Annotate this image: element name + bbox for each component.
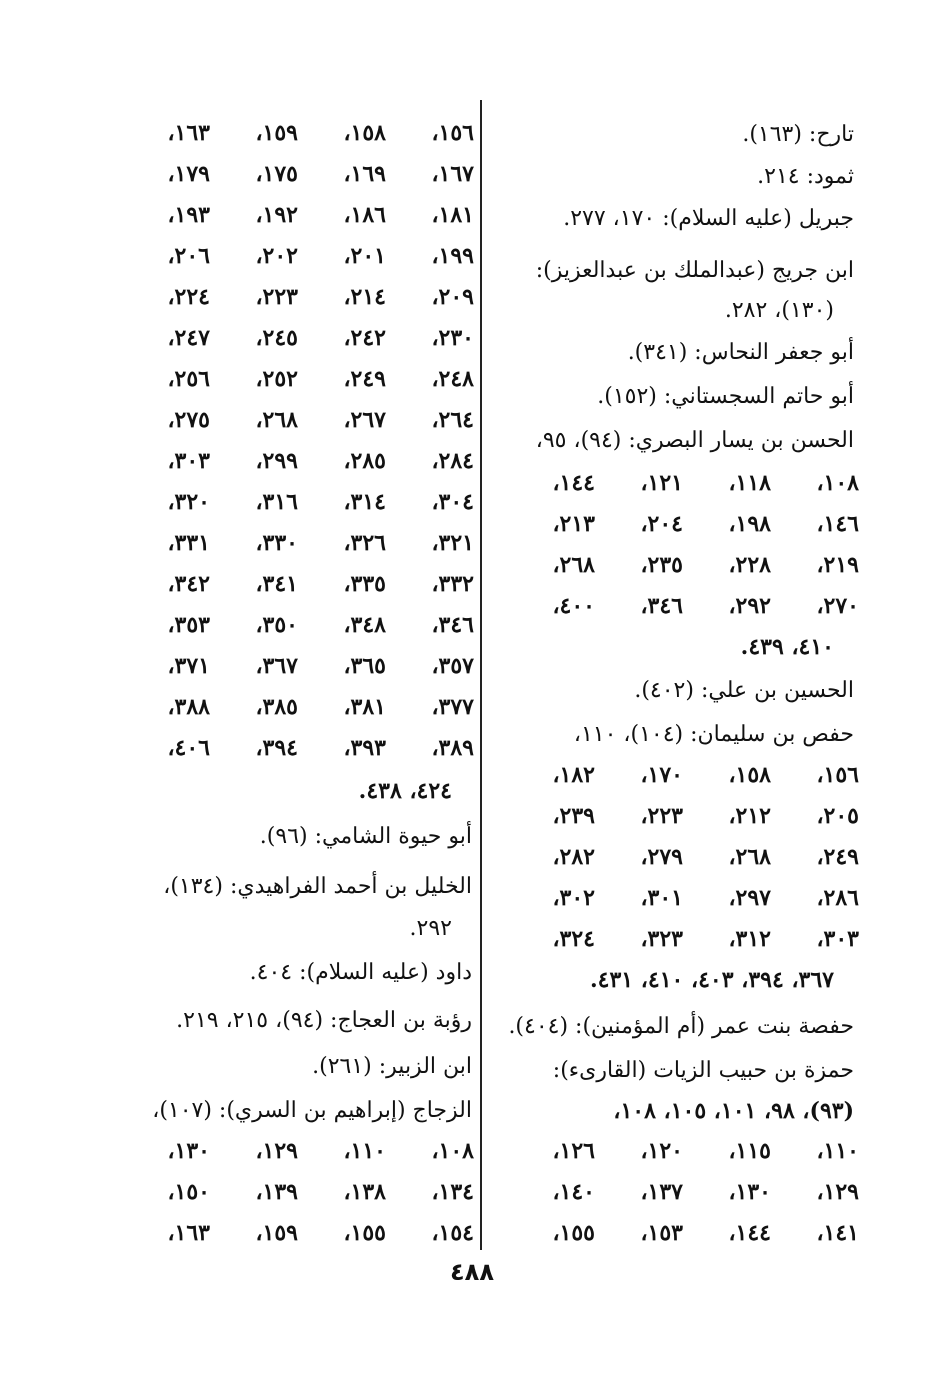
page-ref: ٢٥٦،	[167, 366, 210, 392]
page-ref: ٣٤٨،	[343, 612, 386, 638]
page-ref: ٢٦٨،	[728, 844, 771, 870]
entry-khalil-cont: ٢٩٢.	[409, 916, 452, 941]
entry-hafs: حفص بن سليمان: (١٠٤)، ١١٠،	[573, 722, 854, 747]
page-ref: ١٣٤،	[431, 1179, 474, 1205]
page-ref: ٣٠١،	[640, 885, 683, 911]
entry-jibril: جبريل (عليه السلام): ١٧٠، ٢٧٧.	[563, 206, 854, 231]
page-ref: ١٢٩،	[255, 1138, 298, 1164]
page-ref: ٢١٤،	[343, 284, 386, 310]
page-ref: ٣٢٠،	[167, 489, 210, 515]
entry-dawud: داود (عليه السلام): ٤٠٤.	[249, 960, 472, 985]
page-ref: ٣١٤،	[343, 489, 386, 515]
number-row	[507, 1134, 859, 1168]
page-ref: ٢٦٧،	[343, 407, 386, 433]
page-ref: ٣٠٤،	[431, 489, 474, 515]
page-ref: ١١٠،	[816, 1138, 859, 1164]
entry-thamud: ثمود: ٢١٤.	[757, 164, 854, 189]
page-ref: ٣٨٥،	[255, 694, 298, 720]
number-row	[122, 526, 474, 560]
page-ref: ٣٣٢،	[431, 571, 474, 597]
entry-hasan-basri: الحسن بن يسار البصري: (٩٤)، ٩٥،	[535, 428, 854, 453]
page-ref: ٢٢٣،	[640, 803, 683, 829]
page-ref: ٢٥٢،	[255, 366, 298, 392]
number-row	[122, 1216, 474, 1250]
page-ref: ٢٠٢،	[255, 243, 298, 269]
page-ref: ٣٢٣،	[640, 926, 683, 952]
page-ref: ٣٢١،	[431, 530, 474, 556]
page-ref: ٢٤٨،	[431, 366, 474, 392]
number-row	[507, 548, 859, 582]
page-ref: ٢١٣،	[552, 511, 595, 537]
page-ref: ١٥٤،	[431, 1220, 474, 1246]
entry-abu-haywa: أبو حيوة الشامي: (٩٦).	[259, 824, 472, 849]
number-row	[122, 485, 474, 519]
number-row	[507, 1175, 859, 1209]
page-ref: ٢٤٢،	[343, 325, 386, 351]
page-ref: ٣٨٨،	[167, 694, 210, 720]
number-row	[507, 799, 859, 833]
page-ref: ١٥٩،	[255, 1220, 298, 1246]
page-ref: ١٥٨،	[343, 120, 386, 146]
number-row	[122, 321, 474, 355]
entry-ibn-zubayr: ابن الزبير: (٢٦١).	[312, 1054, 472, 1079]
number-row	[122, 116, 474, 150]
page-ref: ٢٧٥،	[167, 407, 210, 433]
page-ref: ٣٨١،	[343, 694, 386, 720]
page-ref: ١٢٩،	[816, 1179, 859, 1205]
page-ref: ٢٠٤،	[640, 511, 683, 537]
page-ref: ٣٧٧،	[431, 694, 474, 720]
page-ref: ٢٤٩،	[343, 366, 386, 392]
page-ref: ١٢٠،	[640, 1138, 683, 1164]
number-row	[122, 239, 474, 273]
page-ref: ٢٠٩،	[431, 284, 474, 310]
page-ref: ٢٣٥،	[640, 552, 683, 578]
page-ref: ٢٤٩،	[816, 844, 859, 870]
entry-ibn-jurayj: ابن جريج (عبدالملك بن عبدالعزيز):	[535, 258, 854, 283]
page-ref: ١٠٨،	[816, 470, 859, 496]
page-ref: ٣٤٢،	[167, 571, 210, 597]
entry-khalil: الخليل بن أحمد الفراهيدي: (١٣٤)،	[163, 874, 472, 899]
page-ref: ١٥٩،	[255, 120, 298, 146]
number-row	[507, 589, 859, 623]
entry-continued-end: ٤٢٤، ٤٣٨.	[358, 778, 452, 804]
page-ref: ٣٥٠،	[255, 612, 298, 638]
page-ref: ٣٣٥،	[343, 571, 386, 597]
page-ref: ١٣٧،	[640, 1179, 683, 1205]
page-ref: ٣٦٥،	[343, 653, 386, 679]
page-ref: ٢٩٩،	[255, 448, 298, 474]
page-ref: ١٤٤،	[552, 470, 595, 496]
page-ref: ٢١٩،	[816, 552, 859, 578]
page-ref: ١٨٢،	[552, 762, 595, 788]
page-ref: ٢٨٢،	[552, 844, 595, 870]
entry-husayn: الحسين بن علي: (٤٠٢).	[634, 678, 854, 703]
page-ref: ١٨١،	[431, 202, 474, 228]
page-ref: ٣٢٤،	[552, 926, 595, 952]
number-row	[122, 1134, 474, 1168]
page-ref: ٢٤٥،	[255, 325, 298, 351]
page-ref: ٤٠٠،	[552, 593, 595, 619]
number-row	[122, 198, 474, 232]
entry-hafsa: حفصة بنت عمر (أم المؤمنين): (٤٠٤).	[508, 1014, 854, 1039]
number-row	[507, 507, 859, 541]
page-ref: ٣٣١،	[167, 530, 210, 556]
number-row	[122, 403, 474, 437]
page-ref: ٤٠٦،	[167, 735, 210, 761]
page-ref: ١٥٣،	[640, 1220, 683, 1246]
page-ref: ٣٠٢،	[552, 885, 595, 911]
page-ref: ٣٥٣،	[167, 612, 210, 638]
page-ref: ١٩٣،	[167, 202, 210, 228]
page-ref: ٢٤٧،	[167, 325, 210, 351]
page-ref: ٢٧٠،	[816, 593, 859, 619]
entry-zajjaj: الزجاج (إبراهيم بن السري): (١٠٧)،	[152, 1098, 472, 1123]
page-ref: ١٥٥،	[552, 1220, 595, 1246]
page-ref: ١٨٦،	[343, 202, 386, 228]
page-ref: ٢٢٤،	[167, 284, 210, 310]
page-ref: ١٤٦،	[816, 511, 859, 537]
page-ref: ١٧٩،	[167, 161, 210, 187]
page-ref: ١٩٨،	[728, 511, 771, 537]
entry-ibn-jurayj-cont: (١٣٠)، ٢٨٢.	[724, 298, 834, 323]
number-row	[122, 690, 474, 724]
number-row	[122, 1175, 474, 1209]
page-ref: ١٥٦،	[816, 762, 859, 788]
page-ref: ١٧٥،	[255, 161, 298, 187]
entry-hasan-basri-end: ٤١٠، ٤٣٩.	[740, 634, 834, 660]
page-ref: ٢١٢،	[728, 803, 771, 829]
page-ref: ٣٤٦،	[640, 593, 683, 619]
page-ref: ١٧٠،	[640, 762, 683, 788]
entry-hamza-cont: (٩٣)، ٩٨، ١٠١، ١٠٥، ١٠٨،	[613, 1098, 854, 1124]
page-ref: ١٦٣،	[167, 120, 210, 146]
page-ref: ٣٠٣،	[816, 926, 859, 952]
page-ref: ٢٨٥،	[343, 448, 386, 474]
number-row	[507, 840, 859, 874]
page-ref: ٢٨٦،	[816, 885, 859, 911]
page-ref: ٢٨٤،	[431, 448, 474, 474]
page-ref: ٣٥٧،	[431, 653, 474, 679]
number-row	[122, 444, 474, 478]
page-ref: ٢٦٤،	[431, 407, 474, 433]
page-ref: ٣٨٩،	[431, 735, 474, 761]
number-row	[507, 466, 859, 500]
page-ref: ١٩٩،	[431, 243, 474, 269]
page-ref: ٣٠٣،	[167, 448, 210, 474]
entry-hamza: حمزة بن حبيب الزيات (القارىء):	[552, 1058, 854, 1083]
page-ref: ١١٨،	[728, 470, 771, 496]
page-ref: ٢٢٨،	[728, 552, 771, 578]
page-ref: ١٣٠،	[728, 1179, 771, 1205]
entry-hafs-end: ٣٦٧، ٣٩٤، ٤٠٣، ٤١٠، ٤٣١.	[590, 967, 834, 993]
number-row	[507, 881, 859, 915]
entry-abu-hatim: أبو حاتم السجستاني: (١٥٢).	[597, 384, 854, 409]
page-ref: ٢٠٥،	[816, 803, 859, 829]
page-ref: ١٣٠،	[167, 1138, 210, 1164]
page-ref: ٣٢٦،	[343, 530, 386, 556]
number-row	[507, 1216, 859, 1250]
number-row	[122, 649, 474, 683]
page-ref: ٣٩٤،	[255, 735, 298, 761]
page-ref: ٢٣٩،	[552, 803, 595, 829]
page-ref: ١٦٩،	[343, 161, 386, 187]
page-ref: ٢٧٩،	[640, 844, 683, 870]
number-row	[507, 758, 859, 792]
entry-tarih: تارح: (١٦٣).	[742, 122, 854, 147]
page-ref: ٣٦٧،	[255, 653, 298, 679]
page-ref: ١١٥،	[728, 1138, 771, 1164]
page-ref: ٣١٦،	[255, 489, 298, 515]
number-row	[122, 567, 474, 601]
page-ref: ١١٠،	[343, 1138, 386, 1164]
page-ref: ٣٤١،	[255, 571, 298, 597]
number-row	[122, 608, 474, 642]
page-ref: ١٥٥،	[343, 1220, 386, 1246]
page-ref: ٢٦٨،	[255, 407, 298, 433]
page-ref: ١٣٩،	[255, 1179, 298, 1205]
column-divider	[480, 100, 482, 1250]
page-ref: ١٥٨،	[728, 762, 771, 788]
number-row	[507, 922, 859, 956]
page-ref: ١٤١،	[816, 1220, 859, 1246]
page-ref: ١٥٠،	[167, 1179, 210, 1205]
number-row	[122, 280, 474, 314]
page-ref: ١٣٨،	[343, 1179, 386, 1205]
page-ref: ٢٠٦،	[167, 243, 210, 269]
page-ref: ٣٧١،	[167, 653, 210, 679]
page-ref: ١٦٧،	[431, 161, 474, 187]
page-ref: ١٠٨،	[431, 1138, 474, 1164]
page-number: ٤٨٨	[450, 1258, 494, 1286]
page-ref: ٣٣٠،	[255, 530, 298, 556]
page-ref: ٣٩٣،	[343, 735, 386, 761]
number-row	[122, 731, 474, 765]
page-ref: ٣٤٦،	[431, 612, 474, 638]
page-ref: ١٢٦،	[552, 1138, 595, 1164]
page-ref: ١٤٠،	[552, 1179, 595, 1205]
page-ref: ٢٦٨،	[552, 552, 595, 578]
page-ref: ٢٣٠،	[431, 325, 474, 351]
page-ref: ٢٢٣،	[255, 284, 298, 310]
page-ref: ٣١٢،	[728, 926, 771, 952]
page-ref: ١٦٣،	[167, 1220, 210, 1246]
entry-abu-jafar: أبو جعفر النحاس: (٣٤١).	[627, 340, 854, 365]
page-ref: ٢٩٢،	[728, 593, 771, 619]
number-row	[122, 362, 474, 396]
page-ref: ١٥٦،	[431, 120, 474, 146]
page-ref: ١٢١،	[640, 470, 683, 496]
page-ref: ٢٠١،	[343, 243, 386, 269]
page-ref: ٢٩٧،	[728, 885, 771, 911]
entry-ruba: رؤبة بن العجاج: (٩٤)، ٢١٥، ٢١٩.	[176, 1008, 472, 1033]
number-row	[122, 157, 474, 191]
page-ref: ١٩٢،	[255, 202, 298, 228]
page-ref: ١٤٤،	[728, 1220, 771, 1246]
